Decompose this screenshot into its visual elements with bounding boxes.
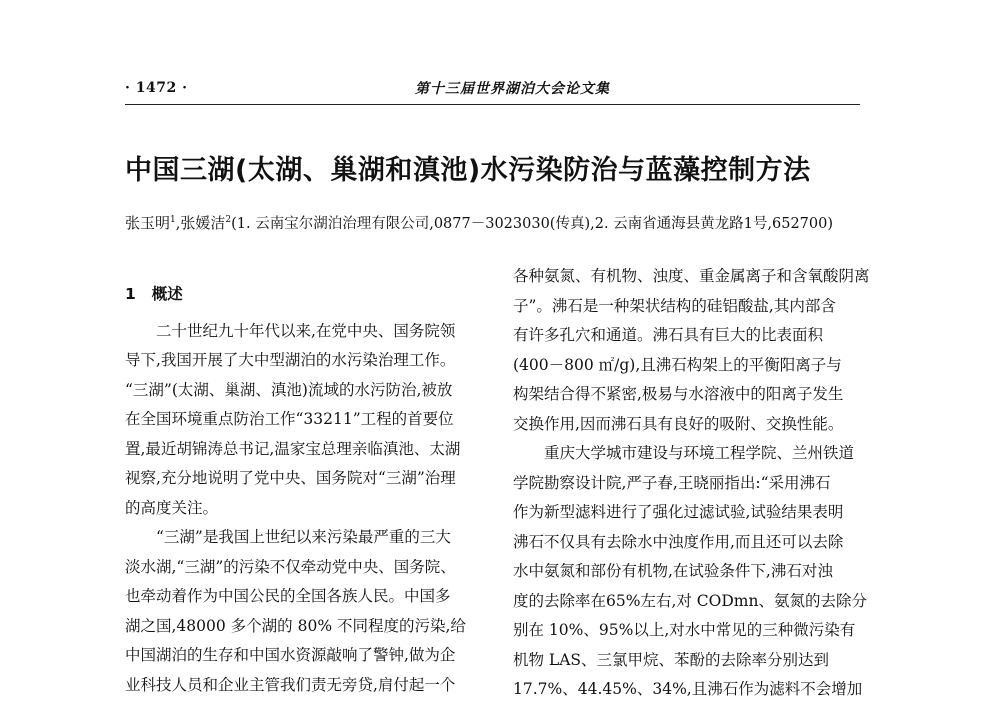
text-line: “三湖”是我国上世纪以来污染最严重的三大	[156, 528, 451, 546]
text-line: 机物 LAS、三氯甲烷、苯酚的去除率分别达到	[513, 650, 830, 669]
text-line: 中国湖泊的生存和中国水资源敲响了警钟,做为企	[125, 646, 456, 664]
text-line: 也牵动着作为中国公民的全国各族人民。中国多	[125, 587, 451, 605]
text-line: 置,最近胡锦涛总书记,温家宝总理亲临滇池、太湖	[125, 439, 461, 458]
text-line: “三湖”(太湖、巢湖、滇池)流域的水污防治,被放	[125, 380, 453, 399]
section-number: 1	[125, 285, 136, 303]
paragraph	[513, 262, 888, 439]
text-line: 业科技人员和企业主管我们责无旁贷,肩付起一个	[125, 675, 456, 694]
author-superscript: 1	[170, 215, 176, 226]
text-line: 水中氨氮和部份有机物,在试验条件下,沸石对浊	[513, 562, 833, 580]
text-line: 淡水湖,“三湖”的污染不仅牵动党中央、国务院、	[125, 557, 456, 576]
text-line: 沸石不仅具有去除水中浊度作用,而且还可以去除	[513, 532, 844, 551]
text-line: 湖之国,48000 多个湖的 80% 不同程度的污染,给	[125, 616, 466, 635]
text-line: 二十世纪九十年代以来,在党中央、国务院领	[156, 321, 456, 340]
text-line: 度的去除率在65%左右,对 CODmn、氨氮的去除分	[513, 591, 867, 610]
author-affiliation: (1. 云南宝尔湖泊治理有限公司,0877－3023030(传真),2. 云南省通海县黄龙路1号,652700)	[231, 216, 834, 232]
text-line: 作为新型滤料进行了强化过滤试验,试验结果表明	[513, 503, 844, 521]
author-name: 张玉明	[125, 214, 171, 232]
text-line: 构架结合得不紧密,极易与水溶液中的阳离子发生	[513, 385, 844, 403]
paragraph	[125, 317, 500, 524]
text-line: 导下,我国开展了大中型湖泊的水污染治理工作。	[125, 351, 456, 369]
author-line: 张玉明$^1$,张媛洁$^2$(1. 云南宝尔湖泊治理有限公司,0877－3023030(传真),2. 云南省通海县黄龙路1号,652700)	[125, 214, 834, 232]
text-line: 重庆大学城市建设与环境工程学院、兰州铁道	[544, 444, 855, 462]
section-heading	[125, 280, 500, 310]
paragraph	[513, 439, 888, 705]
left-column	[125, 262, 500, 700]
text-line: 17.7%、44.45%、34%,且沸石作为滤料不会增加	[513, 680, 863, 698]
text-line: 有许多孔穴和通道。沸石具有巨大的比表面积	[513, 326, 824, 344]
text-line: 子”。沸石是一种架状结构的硅铝酸盐,其内部含	[513, 296, 836, 315]
running-header	[125, 78, 860, 105]
text-line: 各种氨氮、有机物、浊度、重金属离子和含氧酸阴离	[513, 267, 870, 285]
paper-title: 中国三湖(太湖、巢湖和滇池)水污染防治与蓝藻控制方法	[125, 155, 811, 186]
text-line: 交换作用,因而沸石具有良好的吸附、交换性能。	[513, 414, 844, 433]
journal-title: 第十三届世界湖泊大会论文集	[415, 81, 610, 97]
paragraph	[125, 523, 500, 700]
author-superscript: 2	[225, 215, 232, 226]
text-line: 视察,充分地说明了党中央、国务院对“三湖”治理	[125, 469, 456, 487]
section-title: 概述	[151, 285, 183, 303]
text-line: 别在 10%、95%以上,对水中常见的三种微污染有	[513, 621, 856, 639]
text-line: 的高度关注。	[125, 498, 219, 517]
author-name: 张媛洁	[180, 214, 226, 232]
page-number: · 1472 ·	[125, 80, 188, 96]
text-line: (400－800 ㎡/g),且沸石构架上的平衡阳离子与	[513, 355, 842, 374]
text-line: 学院勘察设计院,严子春,王晓丽指出:“采用沸石	[513, 473, 831, 492]
text-line: 在全国环境重点防治工作“33211”工程的首要位	[125, 410, 454, 428]
right-column	[513, 262, 888, 705]
